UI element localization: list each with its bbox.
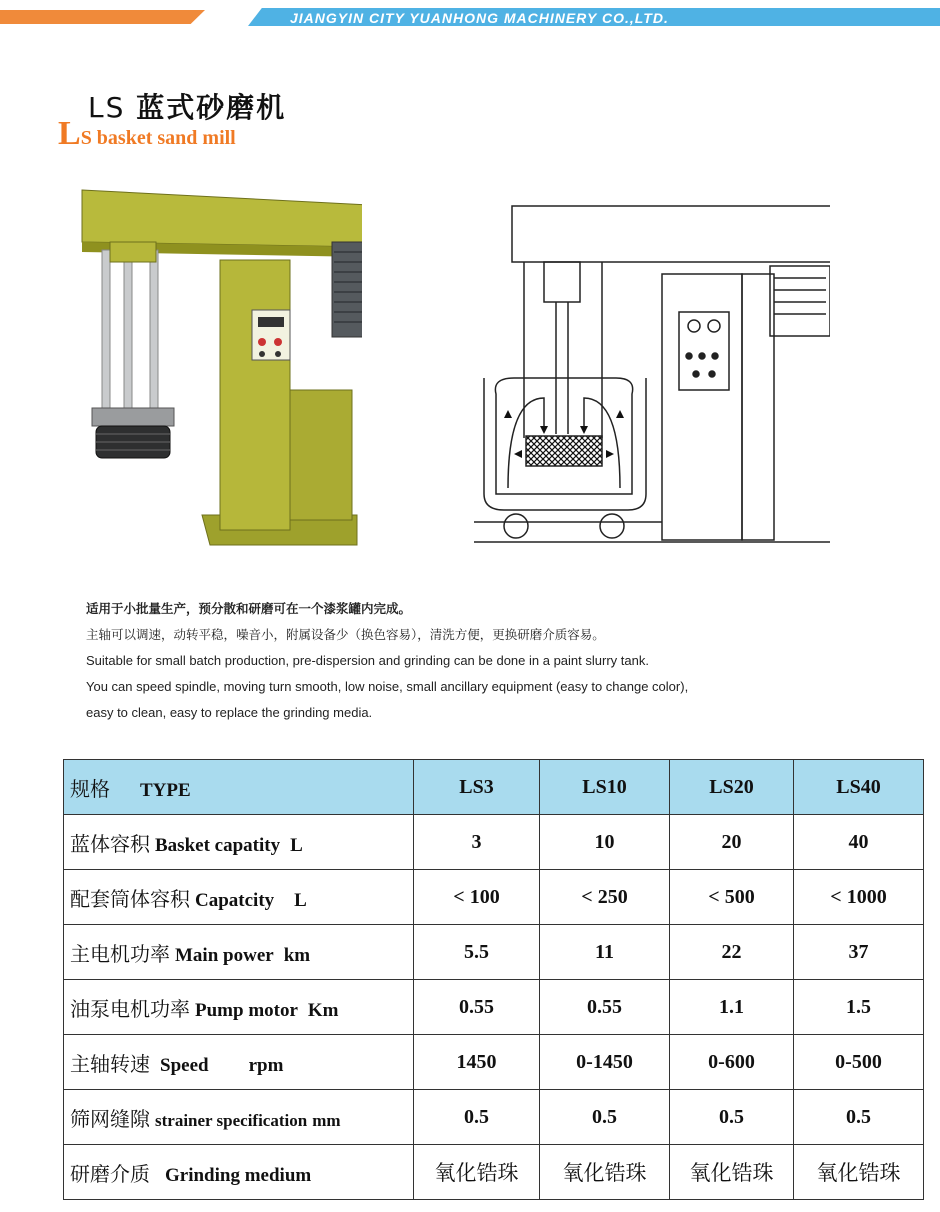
row-label-en: Basket capatity xyxy=(155,834,281,856)
title-en-rest: S basket sand mill xyxy=(80,127,236,149)
table-cell: 氧化锆珠 xyxy=(670,1145,794,1200)
row-label-cn: 蓝体容积 xyxy=(70,831,150,856)
row-label xyxy=(64,1090,414,1145)
row-label xyxy=(64,870,414,925)
table-row xyxy=(64,1145,924,1200)
table-row xyxy=(64,1035,924,1090)
table-cell: 22 xyxy=(670,925,794,980)
title-cn-prefix: LS xyxy=(88,91,126,124)
header-model: LS10 xyxy=(540,760,670,815)
title-cn-main: 蓝式砂磨机 xyxy=(136,91,287,124)
row-label-en: Pump motor xyxy=(195,999,298,1021)
table-row xyxy=(64,980,924,1035)
row-label-en: Grinding medium xyxy=(165,1164,312,1186)
header-orange-stripe xyxy=(0,10,205,24)
desc-en-line-2: You can speed spindle, moving turn smooth, low noise, small ancillary equipment (easy to change color), xyxy=(86,679,689,694)
row-unit: L xyxy=(290,834,303,856)
desc-en-line-3: easy to clean, easy to replace the grinding media. xyxy=(86,705,373,720)
schematic-diagram xyxy=(474,198,830,546)
table-cell: 5.5 xyxy=(414,925,540,980)
header-model: LS40 xyxy=(794,760,924,815)
table-cell: < 100 xyxy=(414,870,540,925)
table-row xyxy=(64,870,924,925)
header-model: LS20 xyxy=(670,760,794,815)
row-label xyxy=(64,980,414,1035)
row-label xyxy=(64,815,414,870)
row-label-en: Speed xyxy=(160,1054,209,1076)
row-label xyxy=(64,1145,414,1200)
table-cell: 氧化锆珠 xyxy=(540,1145,670,1200)
table-cell: 0-1450 xyxy=(540,1035,670,1090)
table-cell: 3 xyxy=(414,815,540,870)
table-cell: 0-500 xyxy=(794,1035,924,1090)
row-label xyxy=(64,925,414,980)
table-cell: 1.5 xyxy=(794,980,924,1035)
table-cell: 20 xyxy=(670,815,794,870)
desc-en-line-1: Suitable for small batch production, pre-dispersion and grinding can be done in a paint slurry tank. xyxy=(86,653,649,668)
row-label-cn: 配套筒体容积 xyxy=(70,886,190,911)
row-label-cn: 主电机功率 xyxy=(70,941,170,966)
row-unit: mm xyxy=(312,1110,341,1130)
row-label-cn: 筛网缝隙 xyxy=(70,1106,150,1131)
table-cell: 0.5 xyxy=(794,1090,924,1145)
row-unit: rpm xyxy=(248,1054,284,1076)
row-label-en: Capatcity xyxy=(195,889,275,911)
header-type-cell xyxy=(64,760,414,815)
row-unit: L xyxy=(294,889,307,911)
table-cell: 氧化锆珠 xyxy=(414,1145,540,1200)
machine-photo xyxy=(62,180,362,555)
table-cell: 0.5 xyxy=(540,1090,670,1145)
row-label-en: strainer specification xyxy=(155,1110,308,1130)
table-row xyxy=(64,925,924,980)
table-cell: 1.1 xyxy=(670,980,794,1035)
table-cell: 37 xyxy=(794,925,924,980)
product-description xyxy=(86,596,866,726)
table-cell: 0.5 xyxy=(414,1090,540,1145)
table-cell: < 1000 xyxy=(794,870,924,925)
header-type-cn: 规格 xyxy=(70,776,110,801)
row-label-cn: 油泵电机功率 xyxy=(70,996,190,1021)
table-cell: 0.55 xyxy=(414,980,540,1035)
row-label-cn: 研磨介质 xyxy=(70,1161,150,1186)
table-header-row xyxy=(64,760,924,815)
table-cell: 0-600 xyxy=(670,1035,794,1090)
table-cell: 0.55 xyxy=(540,980,670,1035)
desc-cn-line-2: 主轴可以调速，动转平稳，噪音小，附属设备少（换色容易），清洗方便，更换研磨介质容易。 xyxy=(86,627,605,642)
row-label xyxy=(64,1035,414,1090)
company-name: JIANGYIN CITY YUANHONG MACHINERY CO.,LTD. xyxy=(290,10,669,26)
product-title-en xyxy=(58,115,236,153)
header-type-en: TYPE xyxy=(140,779,191,801)
table-row xyxy=(64,1090,924,1145)
row-unit: km xyxy=(283,944,311,966)
row-label-cn: 主轴转速 xyxy=(70,1051,150,1076)
desc-cn-line-1: 适用于小批量生产，预分散和研磨可在一个漆浆罐内完成。 xyxy=(86,601,412,616)
table-cell: 1450 xyxy=(414,1035,540,1090)
header-model: LS3 xyxy=(414,760,540,815)
table-cell: < 500 xyxy=(670,870,794,925)
spec-table xyxy=(63,759,924,1200)
row-label-en: Main power xyxy=(175,944,274,966)
table-cell: 0.5 xyxy=(670,1090,794,1145)
title-en-initial: L xyxy=(58,115,81,152)
table-cell: 11 xyxy=(540,925,670,980)
row-unit: Km xyxy=(307,999,339,1021)
table-cell: < 250 xyxy=(540,870,670,925)
table-cell: 40 xyxy=(794,815,924,870)
table-cell: 氧化锆珠 xyxy=(794,1145,924,1200)
table-cell: 10 xyxy=(540,815,670,870)
table-row xyxy=(64,815,924,870)
